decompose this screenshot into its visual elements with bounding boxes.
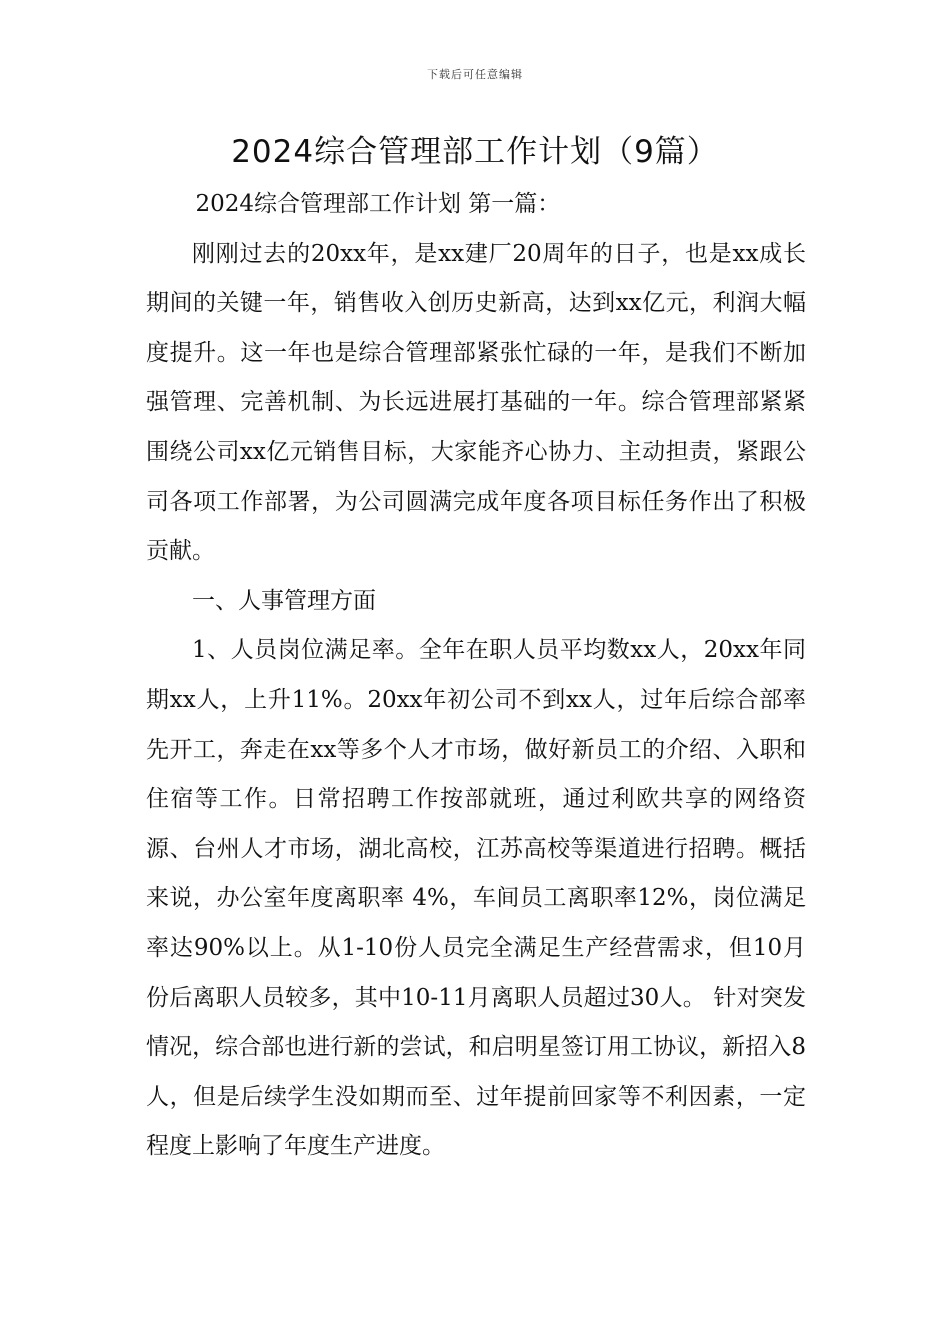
document-body bbox=[146, 180, 806, 1172]
document-title: 2024综合管理部工作计划（9篇） bbox=[231, 134, 719, 170]
section-heading: 一、人事管理方面 bbox=[192, 587, 376, 614]
section-subtitle: 2024综合管理部工作计划 第一篇： bbox=[195, 191, 561, 217]
paragraph-intro: 刚刚过去的20xx年，是xx建厂20周年的日子，也是xx成长期间的关键一年，销售收入创历史新高，达到xx亿元，利润大幅度提升。这一年也是综合管理部紧张忙碌的一年，是我们不断加强管理、完善机制、为长远进展打基础的一年。综合管理部紧紧围绕公司xx亿元销售目标，大家能齐心协力、主动担责，紧跟公司各项工作部署，为公司圆满完成年度各项目标任务作出了积极贡献。 bbox=[146, 240, 806, 565]
header-note: 下载后可任意编辑 bbox=[427, 68, 523, 81]
paragraph-personnel: 1、人员岗位满足率。全年在职人员平均数xx人，20xx年同期xx人，上升11%。20xx年初公司不到xx人，过年后综合部率先开工，奔走在xx等多个人才市场，做好新员工的介绍、入职和住宿等工作。日常招聘工作按部就班，通过利欧共享的网络资源、台州人才市场，湖北高校，江苏高校等渠道进行招聘。概括来说，办公室年度离职率 4%，车间员工离职率12%，岗位满足率达90%以上。从1-10份人员完全满足生产经营需求，但10月份后离职人员较多，其中10-11月离职人员超过30人。 针对突发情况，综合部也进行新的尝试，和启明星签订用工协议，新招入8人，但是后续学生没如期而至、过年提前回家等不利因素，一定程度上影响了年度生产进度。 bbox=[146, 637, 806, 1160]
